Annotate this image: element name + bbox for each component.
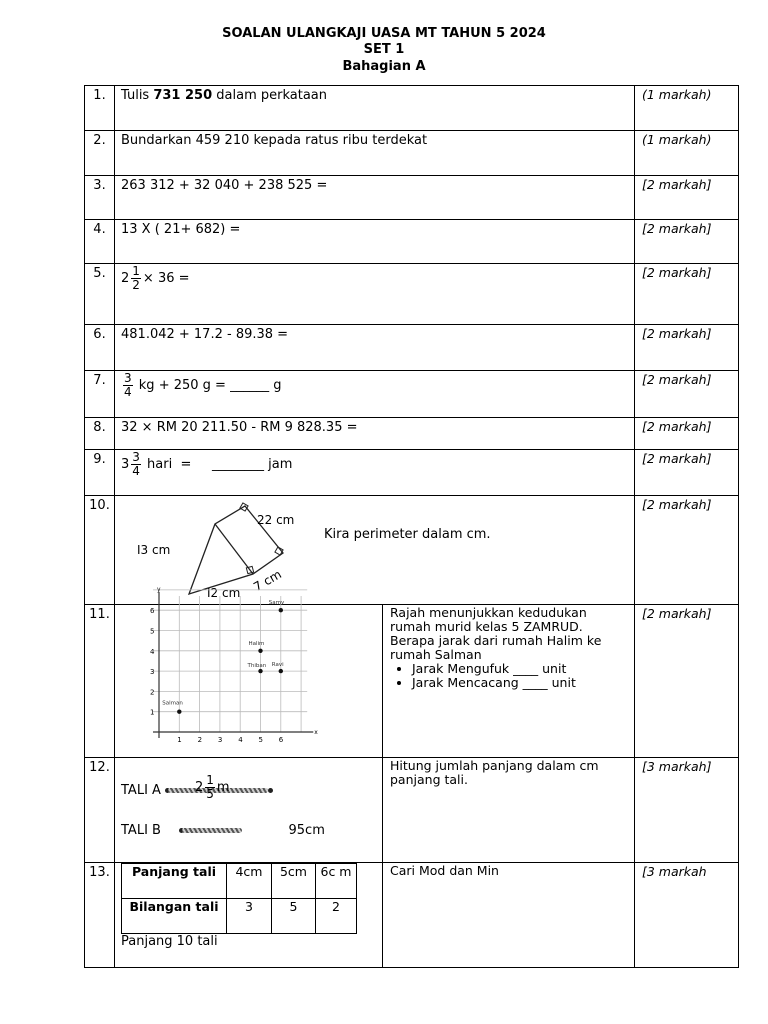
rope-b-length: 95cm xyxy=(288,823,325,838)
y-tick-label: 3 xyxy=(150,668,155,677)
axis-label: x xyxy=(314,729,318,736)
y-tick-label: 2 xyxy=(150,688,155,697)
question-row-2 xyxy=(85,131,739,176)
table-row xyxy=(122,864,357,899)
point-salman xyxy=(177,710,181,714)
rope-a-length: 2 $\frac{1}{5}$ m xyxy=(195,773,230,801)
table-cell: 6c m xyxy=(316,864,357,899)
question-row-5 xyxy=(85,264,739,325)
question-number: 3. xyxy=(85,176,115,220)
table-header: Bilangan tali xyxy=(122,899,227,934)
question-number: 2. xyxy=(85,131,115,176)
question-number: 7. xyxy=(85,371,115,418)
table-header: Panjang tali xyxy=(122,864,227,899)
question-row-4 xyxy=(85,220,739,264)
axis-label: y xyxy=(157,585,161,593)
question-text: Hitung jumlah panjang dalam cm panjang tali. xyxy=(383,758,635,863)
question-row-1 xyxy=(85,86,739,131)
marks-label: [2 markah] xyxy=(635,605,739,758)
question-row-7 xyxy=(85,371,739,418)
diagram-cell xyxy=(115,758,383,863)
question-number: 9. xyxy=(85,450,115,496)
question-number: 11. xyxy=(85,605,115,758)
side-label: 22 cm xyxy=(257,513,295,527)
x-tick-label: 6 xyxy=(278,736,284,744)
fraction: $\frac{1}{5}$ xyxy=(206,773,214,801)
fraction: $\frac{3}{4}$ xyxy=(124,371,132,399)
question-text: Tulis 731 250 dalam perkataan xyxy=(115,86,635,131)
question-number: 12. xyxy=(85,758,115,863)
x-tick-label: 5 xyxy=(258,736,263,744)
table-cell: 2 xyxy=(316,899,357,934)
point-thiban xyxy=(258,669,262,673)
table-row xyxy=(122,899,357,934)
marks-label: (1 markah) xyxy=(635,86,739,131)
marks-label: [3 markah] xyxy=(635,758,739,863)
question-text: Cari Mod dan Min xyxy=(383,863,635,968)
rope-a-label: TALI A xyxy=(121,783,161,798)
question-number: 5. xyxy=(85,264,115,325)
point-ravi xyxy=(279,669,283,673)
fraction: $\frac{1}{2}$ xyxy=(132,264,140,292)
question-text: 481.042 + 17.2 - 89.38 = xyxy=(115,325,635,371)
number-bold: 731 250 xyxy=(153,88,213,103)
list-item: • Jarak Mengufuk ____ unit xyxy=(412,662,628,676)
point-label: Samy xyxy=(268,600,285,607)
rope-end-icon xyxy=(268,788,273,793)
table-caption: Panjang 10 tali xyxy=(121,934,218,949)
question-text: Kira perimeter dalam cm. xyxy=(324,527,491,542)
point-label: Salman xyxy=(162,700,183,707)
question-row-6 xyxy=(85,325,739,371)
y-tick-label: 4 xyxy=(150,647,155,656)
marks-label: [2 markah] xyxy=(635,264,739,325)
question-row-9 xyxy=(85,450,739,496)
question-text: 32 × RM 20 211.50 - RM 9 828.35 = xyxy=(115,418,635,450)
question-text: 263 312 + 32 040 + 238 525 = xyxy=(115,176,635,220)
question-number: 13. xyxy=(85,863,115,968)
side-label: 7 cm xyxy=(251,567,284,595)
x-tick-label: 3 xyxy=(217,736,223,744)
side-label: I3 cm xyxy=(137,543,171,557)
data-table-cell xyxy=(115,863,383,968)
question-row-3 xyxy=(85,176,739,220)
marks-label: [2 markah] xyxy=(635,371,739,418)
point-label: Halim xyxy=(248,640,265,647)
marks-label: [3 markah xyxy=(635,863,739,968)
section-label: Bahagian A xyxy=(342,59,426,74)
question-text xyxy=(115,496,635,605)
frequency-table xyxy=(121,863,357,934)
side-label: I2 cm xyxy=(207,586,241,600)
fraction: $\frac{3}{4}$ xyxy=(132,450,140,478)
question-text: 13 X ( 21+ 682) = xyxy=(115,220,635,264)
question-row-10 xyxy=(85,496,739,605)
question-text-cell xyxy=(383,605,635,758)
question-row-13 xyxy=(85,863,739,968)
table-cell: 4cm xyxy=(227,864,272,899)
point-halim xyxy=(258,649,262,653)
table-cell: 5cm xyxy=(272,864,316,899)
rope-b-icon xyxy=(182,828,242,833)
marks-label: [2 markah] xyxy=(635,325,739,371)
table-cell: 3 xyxy=(227,899,272,934)
marks-label: [2 markah] xyxy=(635,496,739,605)
set-label: SET 1 xyxy=(363,42,405,57)
marks-label: [2 markah] xyxy=(635,450,739,496)
question-number: 1. xyxy=(85,86,115,131)
question-number: 4. xyxy=(85,220,115,264)
list-item: • Jarak Mencacang ____ unit xyxy=(412,676,628,690)
point-label: Thiban xyxy=(247,663,267,670)
question-text: Rajah menunjukkan kedudukan rumah murid kelas 5 ZAMRUD. Berapa jarak dari rumah Halim ke rumah Salman xyxy=(390,605,602,662)
answer-list xyxy=(390,662,628,690)
point-samy xyxy=(279,608,283,612)
question-row-12 xyxy=(85,758,739,863)
question-text: 2 $\frac{1}{2}$ × 36 = xyxy=(115,264,635,325)
marks-label: [2 markah] xyxy=(635,176,739,220)
y-tick-label: 1 xyxy=(150,708,155,717)
y-tick-label: 6 xyxy=(150,607,155,616)
marks-label: [2 markah] xyxy=(635,418,739,450)
question-number: 10. xyxy=(85,496,115,605)
question-table xyxy=(84,85,739,968)
x-tick-label: 1 xyxy=(177,736,182,744)
question-text: 3 $\frac{3}{4}$ hari = ________ jam xyxy=(115,450,635,496)
question-number: 6. xyxy=(85,325,115,371)
question-text: Bundarkan 459 210 kepada ratus ribu terdekat xyxy=(115,131,635,176)
page-title: SOALAN ULANGKAJI UASA MT TAHUN 5 2024 xyxy=(222,26,546,41)
question-number: 8. xyxy=(85,418,115,450)
rope-b-label: TALI B xyxy=(121,823,161,838)
table-cell: 5 xyxy=(272,899,316,934)
question-row-11 xyxy=(85,605,739,758)
y-tick-label: 5 xyxy=(150,627,155,636)
x-tick-label: 2 xyxy=(197,736,203,744)
marks-label: [2 markah] xyxy=(635,220,739,264)
question-text: $\frac{3}{4}$ kg + 250 g = ______ g xyxy=(115,371,635,418)
x-tick-label: 4 xyxy=(238,736,243,744)
point-label: Ravi xyxy=(271,662,284,669)
marks-label: (1 markah) xyxy=(635,131,739,176)
question-row-8 xyxy=(85,418,739,450)
